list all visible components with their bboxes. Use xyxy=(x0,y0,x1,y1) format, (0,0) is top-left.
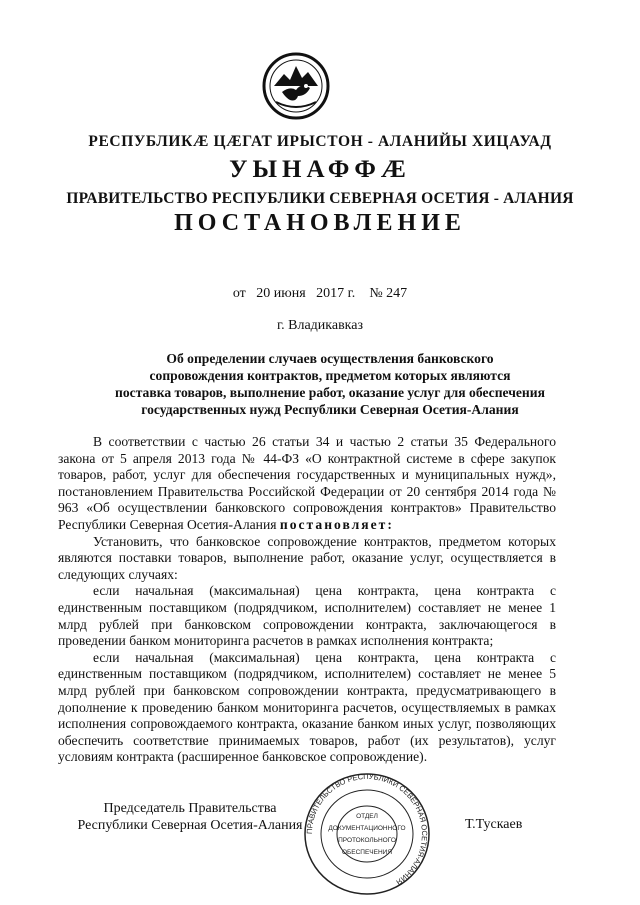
body-paragraph: если начальная (максимальная) цена контракта, цена контракта с единственным поставщиком (подрядчиком, исполнителем) составляет не менее 1 млрд рублей при банковском сопровождении контракта, заключающегося в проведении банком мониторинга расчетов в рамках исполнения контракта; xyxy=(58,583,556,649)
title-line: сопровождения контрактов, предметом которых являются xyxy=(149,368,511,383)
stamp-outer-text: ПРАВИТЕЛЬСТВО РЕСПУБЛИКИ СЕВЕРНАЯ ОСЕТИЯ-АЛАНИЯ xyxy=(304,771,430,887)
body-paragraph: Установить, что банковское сопровождение контрактов, предметом которых являются поставки товаров, выполнение работ, оказание услуг, осуществляется в следующих случаях: xyxy=(58,533,556,582)
preamble-text: В соответствии с частью 26 статьи 34 и частью 2 статьи 35 Федерального закона от 5 апреля 2013 года № 44-ФЗ «О контрактной системе в сфере закупок товаров, работ, услуг для обеспечения государственных и муниципальных нужд», постановлением Правительства Российской Федерации от 20 сентября 2014 года № 963 «Об осуществлении банковского сопровождения контрактов» Правительство Республики Северная Осетия-Алания xyxy=(58,434,556,532)
round-seal-stamp-icon xyxy=(290,770,444,898)
date-value: 20 июня xyxy=(256,286,306,301)
body-paragraph: если начальная (максимальная) цена контракта, цена контракта с единственным поставщиком (подрядчиком, исполнителем) составляет не менее 5 млрд рублей при банковском сопровождении контракта, предусматривающего в дополнение к проведению банком мониторинга расчетов, осуществляемых в рамках исполнения сопровождаемого контракта, оказание банком иных услуг, позволяющих обеспечить соответствие принимаемых товаров, работ (их результатов), услуг условиям контракта (расширенное банковское сопровождение). xyxy=(58,649,556,765)
date-year: 2017 г. xyxy=(316,286,356,301)
title-line: поставка товаров, выполнение работ, оказание услуг для обеспечения xyxy=(115,385,545,400)
header-ossetian-government: РЕСПУБЛИКӔ ЦӔГАТ ИРЫСТОН - АЛАНИЙЫ ХИЦАУАД xyxy=(88,133,552,150)
body-paragraph xyxy=(58,434,556,534)
document-type-title: ПОСТАНОВЛЕНИЕ xyxy=(174,210,466,236)
header-government-name: ПРАВИТЕЛЬСТВО РЕСПУБЛИКИ СЕВЕРНАЯ ОСЕТИЯ - АЛАНИЯ xyxy=(66,190,574,207)
title-line: государственных нужд Республики Северная Осетия-Алания xyxy=(141,402,519,417)
signatory-title-line: Республики Северная Осетия-Алания xyxy=(77,818,303,833)
number-label: № xyxy=(369,286,383,301)
decree-title xyxy=(70,350,590,418)
city-line: г. Владикавказ xyxy=(276,318,364,333)
stamp-inner-line: ОТДЕЛ xyxy=(356,813,378,820)
stamp-inner-line: ДОКУМЕНТАЦИОННОГО xyxy=(328,825,406,832)
date-line xyxy=(0,286,640,302)
resolves-keyword: постановляет: xyxy=(279,516,394,532)
decree-body xyxy=(58,434,556,766)
signatory-title-line: Председатель Правительства xyxy=(103,801,277,816)
title-line: Об определении случаев осуществления банковского xyxy=(166,351,494,366)
signatory-name: Т.Тускаев xyxy=(465,817,523,832)
coat-of-arms-emblem-icon xyxy=(262,52,330,120)
date-prefix: от xyxy=(232,286,246,301)
signatory-title xyxy=(60,800,320,834)
stamp-inner-line: ОБЕСПЕЧЕНИЯ xyxy=(341,849,393,856)
stamp-inner-line: ПРОТОКОЛЬНОГО xyxy=(338,837,396,844)
document-number: 247 xyxy=(386,286,408,301)
header-ossetian-decree: УЫНАФФӔ xyxy=(229,156,411,183)
